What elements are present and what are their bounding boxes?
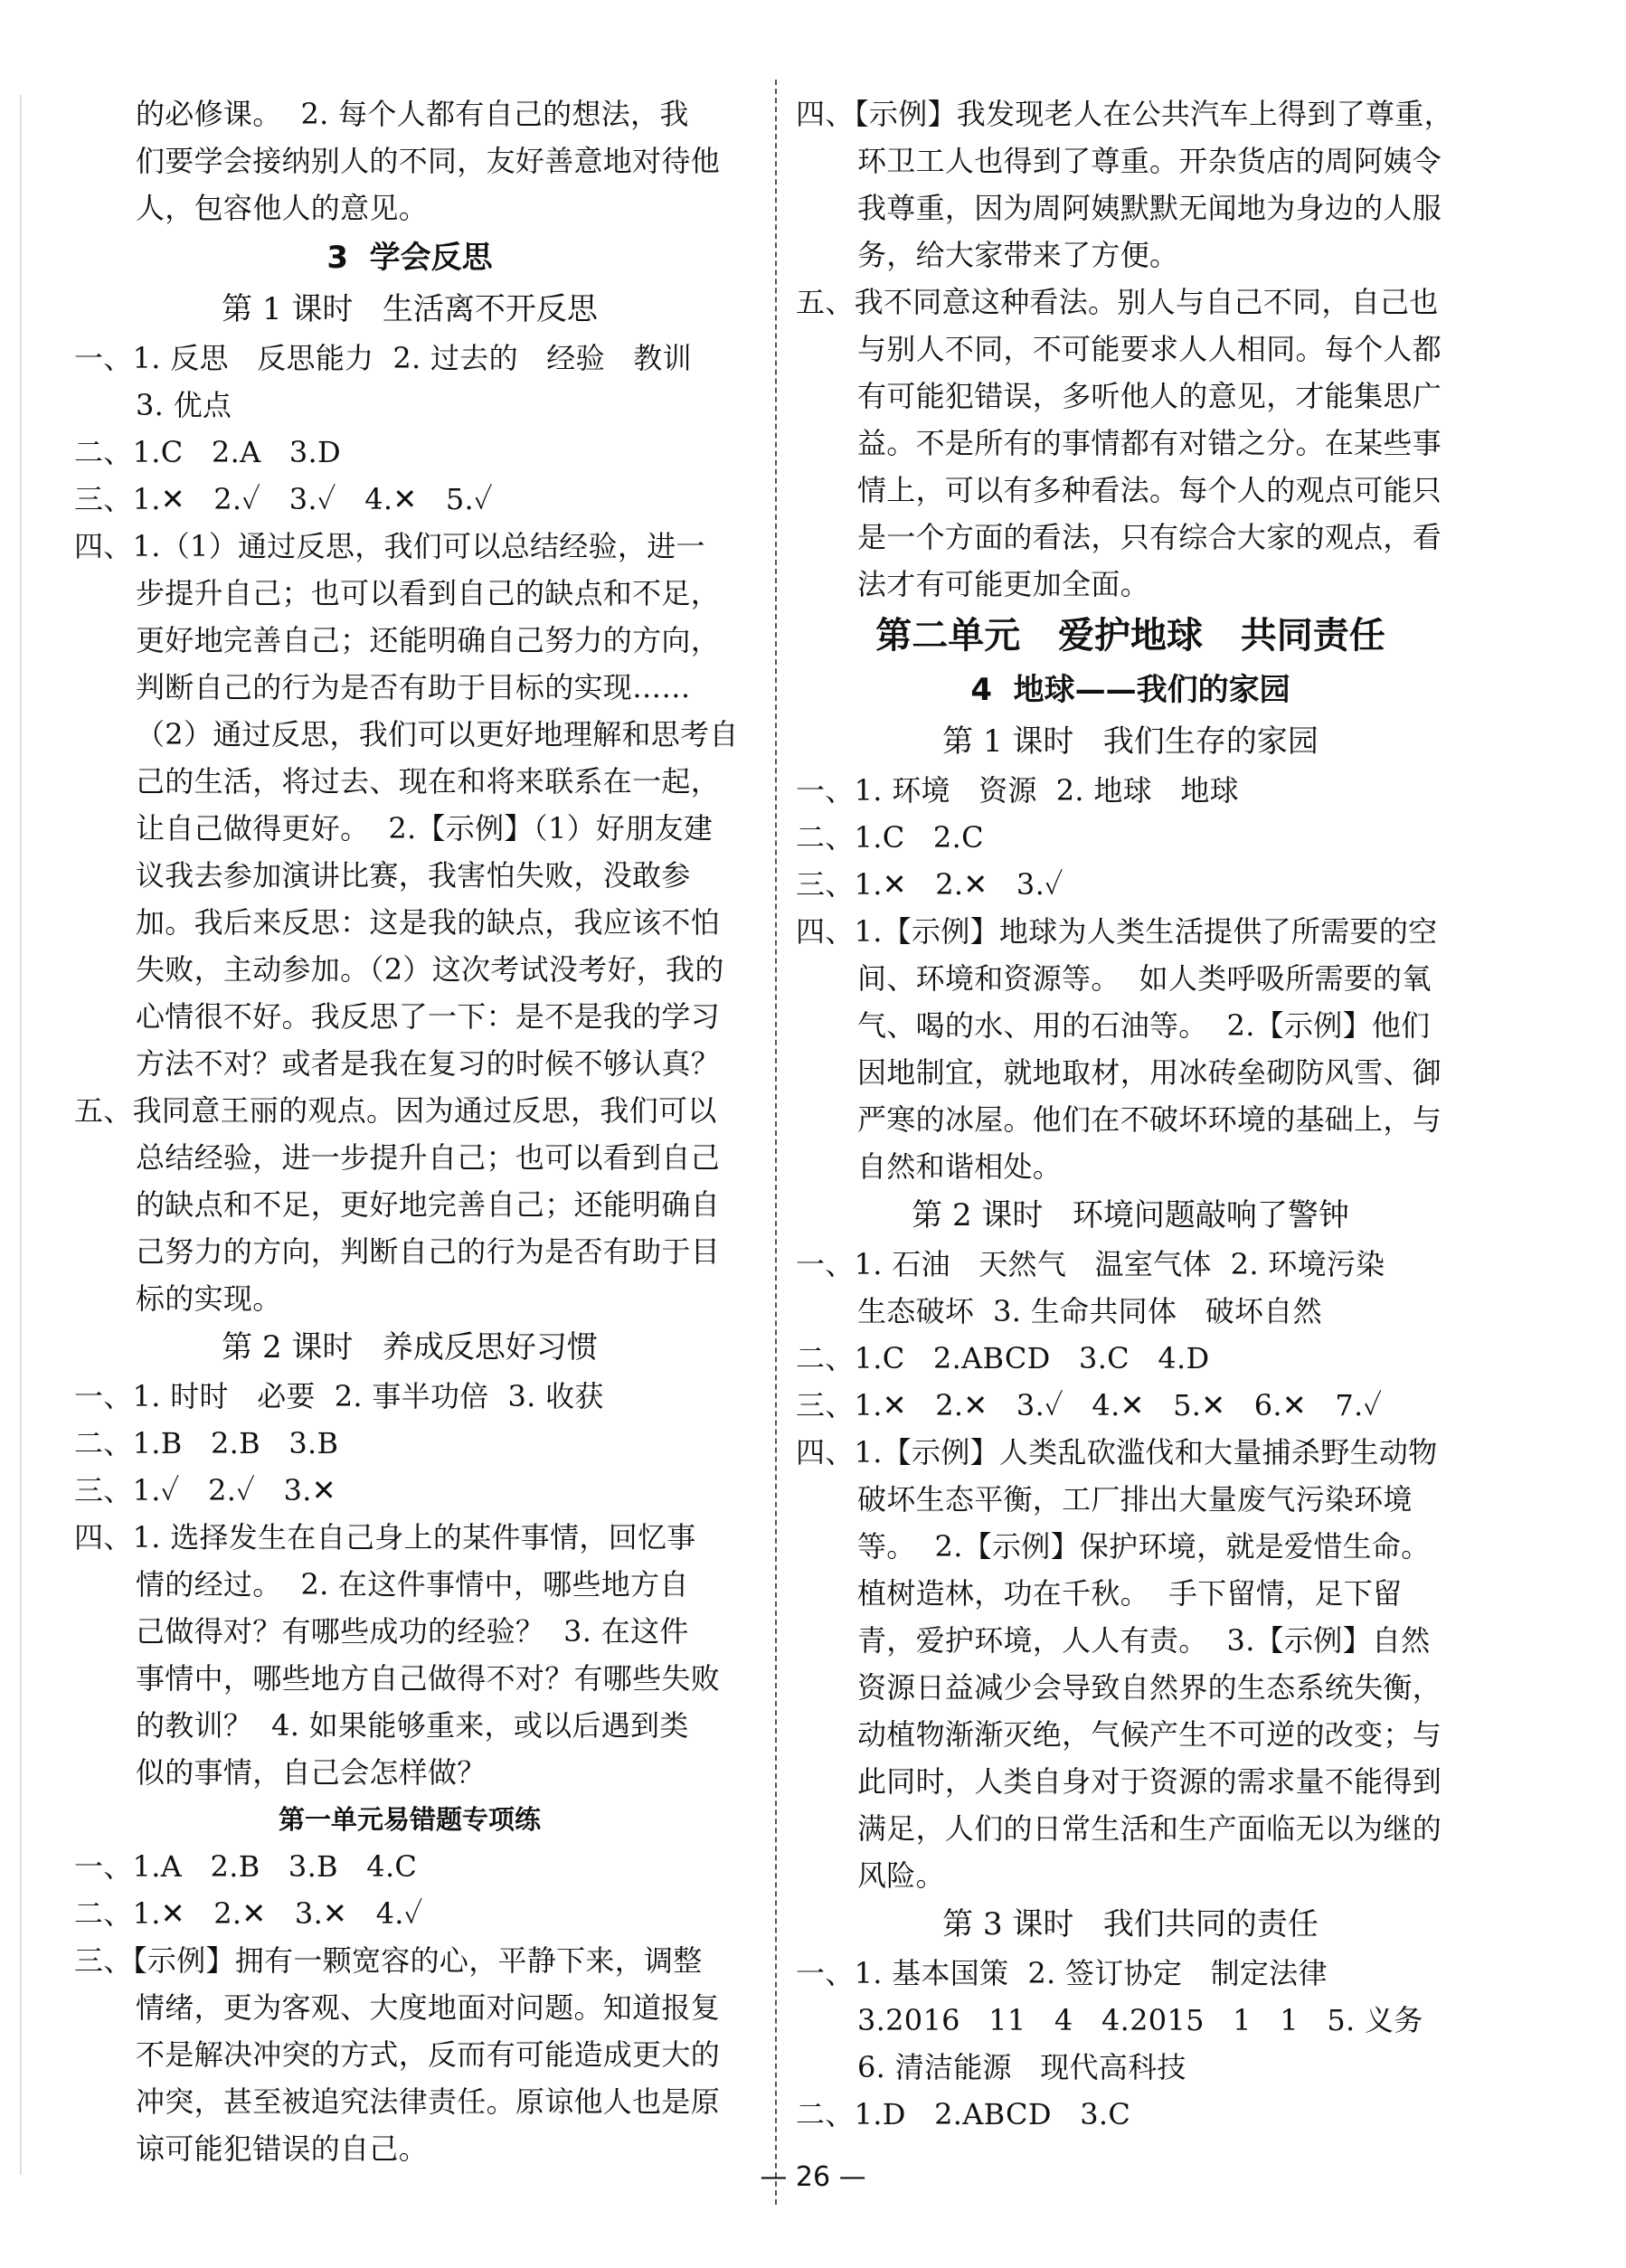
text-line: 加。我后来反思：这是我的缺点，我应该不怕 [136,905,721,940]
text-line: 间、环境和资源等。 如人类呼吸所需要的氧 [857,961,1432,996]
text-line: 四、1. 选择发生在自己身上的某件事情，回忆事 [74,1520,696,1555]
text-line: 冲突，甚至被追究法律责任。原谅他人也是原 [136,2084,721,2119]
text-line: 破坏生态平衡，工厂排出大量废气污染环境 [857,1482,1413,1517]
text-line: 环卫工人也得到了尊重。开杂货店的周阿姨令 [857,144,1442,178]
text-line: 资源日益减少会导致自然界的生态系统失衡， [857,1670,1442,1705]
text-line: 二、1.B 2.B 3.B [74,1426,339,1460]
lesson-title: 第 3 课时 我们共同的责任 [942,1906,1319,1942]
text-line: 让自己做得更好。 2.【示例】（1）好朋友建 [136,811,714,846]
text-line: 三、1.✕ 2.✕ 3.✓ 4.✕ 5.✕ 6.✕ 7.✓ [796,1388,1383,1422]
text-line: 四、【示例】我发现老人在公共汽车上得到了尊重， [796,97,1453,131]
text-line: 判断自己的行为是否有助于目标的实现…… [136,670,691,704]
text-line: 动植物渐渐灭绝，气候产生不可逆的改变；与 [857,1717,1442,1752]
text-line: 三、1.✕ 2.✕ 3.✓ [796,867,1064,902]
text-line: 的缺点和不足，更好地完善自己；还能明确自 [136,1187,721,1222]
text-line: 二、1.D 2.ABCD 3.C [796,2097,1131,2131]
page-number: — 26 — [760,2161,866,2193]
text-line: 法才有可能更加全面。 [857,567,1150,601]
text-line: 二、1.C 2.C [796,820,984,855]
special-practice-title: 第一单元易错题专项练 [278,1804,541,1835]
text-line: 情上，可以有多种看法。每个人的观点可能只 [857,473,1442,507]
text-line: 我尊重，因为周阿姨默默无闻地为身边的人服 [857,191,1442,225]
text-line: 们要学会接纳别人的不同，友好善意地对待他 [136,144,721,178]
text-line: 二、1.C 2.ABCD 3.C 4.D [796,1341,1210,1375]
text-line: 风险。 [857,1858,945,1893]
text-line: 方法不对？或者是我在复习的时候不够认真？ [136,1046,721,1081]
text-line: 四、1.（1）通过反思，我们可以总结经验，进一 [74,529,705,563]
text-line: 二、1.C 2.A 3.D [74,435,341,469]
text-line: 一、1. 石油 天然气 温室气体 2. 环境污染 [796,1247,1385,1281]
text-line: 情的经过。 2. 在这件事情中，哪些地方自 [136,1567,689,1602]
text-line: 失败，主动参加。（2）这次考试没考好，我的 [136,952,724,987]
page-edge-line [20,95,22,2175]
unit-title: 第二单元 爱护地球 共同责任 [875,615,1385,657]
text-line: 一、1.A 2.B 3.B 4.C [74,1849,418,1884]
text-line: 三、1.✓ 2.✓ 3.✕ [74,1473,336,1507]
text-line: （2）通过反思，我们可以更好地理解和思考自 [136,717,739,751]
text-line: 气、喝的水、用的石油等。 2.【示例】他们 [857,1008,1431,1043]
text-line: 严寒的冰屋。他们在不破坏环境的基础上，与 [857,1102,1442,1137]
text-line: 标的实现。 [136,1281,282,1316]
text-line: 的必修课。 2. 每个人都有自己的想法，我 [136,97,689,131]
text-line: 情绪，更为客观、大度地面对问题。知道报复 [136,1990,721,2025]
text-line: 植树造林，功在千秋。 手下留情，足下留 [857,1576,1403,1611]
text-line: 是一个方面的看法，只有综合大家的观点，看 [857,520,1442,554]
text-line: 一、1. 环境 资源 2. 地球 地球 [796,773,1239,808]
text-line: 更好地完善自己；还能明确自己努力的方向， [136,623,721,657]
text-line: 似的事情，自己会怎样做？ [136,1755,487,1790]
text-line: 二、1.✕ 2.✕ 3.✕ 4.✓ [74,1896,423,1931]
text-line: 此同时，人类自身对于资源的需求量不能得到 [857,1764,1442,1799]
text-line: 三、1.✕ 2.✓ 3.✓ 4.✕ 5.✓ [74,482,493,516]
section-title: 3 学会反思 [326,240,493,276]
text-line: 有可能犯错误，多听他人的意见，才能集思广 [857,379,1442,413]
text-line: 己努力的方向，判断自己的行为是否有助于目 [136,1234,721,1269]
text-line: 谅可能犯错误的自己。 [136,2131,429,2166]
text-line: 四、1.【示例】人类乱砍滥伐和大量捕杀野生动物 [796,1435,1438,1469]
text-line: 三、【示例】拥有一颗宽容的心，平静下来，调整 [74,1943,703,1978]
text-line: 等。 2.【示例】保护环境，就是爱惜生命。 [857,1529,1431,1564]
right-column [796,90,1465,2138]
text-line: 总结经验，进一步提升自己；也可以看到自己 [136,1140,721,1175]
text-line: 五、我不同意这种看法。别人与自己不同，自己也 [796,285,1439,319]
text-line: 自然和谐相处。 [857,1149,1063,1184]
text-line: 己的生活，将过去、现在和将来联系在一起， [136,764,721,799]
text-line: 6. 清洁能源 现代高科技 [857,2050,1186,2084]
text-line: 己做得对？有哪些成功的经验？ 3. 在这件 [136,1614,689,1649]
lesson-title: 第 1 课时 我们生存的家园 [942,723,1319,760]
text-line: 不是解决冲突的方式，反而有可能造成更大的 [136,2037,721,2072]
text-line: 3. 优点 [136,388,232,422]
text-line: 生态破坏 3. 生命共同体 破坏自然 [857,1294,1322,1328]
text-line: 一、1. 基本国策 2. 签订协定 制定法律 [796,1956,1328,1990]
left-column [74,90,745,2172]
lesson-title: 第 1 课时 生活离不开反思 [222,291,598,327]
text-line: 因地制宜，就地取材，用冰砖垒砌防风雪、御 [857,1055,1442,1090]
text-line: 四、1.【示例】地球为人类生活提供了所需要的空 [796,914,1438,949]
lesson-title: 第 2 课时 环境问题敲响了警钟 [912,1197,1349,1233]
text-line: 益。不是所有的事情都有对错之分。在某些事 [857,426,1442,460]
text-line: 满足，人们的日常生活和生产面临无以为继的 [857,1811,1442,1846]
text-line: 五、我同意王丽的观点。因为通过反思，我们可以 [74,1093,717,1128]
column-divider [775,80,777,2205]
text-line: 人，包容他人的意见。 [136,191,429,225]
lesson-title: 第 2 课时 养成反思好习惯 [222,1329,598,1366]
text-line: 的教训？ 4. 如果能够重来，或以后遇到类 [136,1708,689,1743]
text-line: 心情很不好。我反思了一下：是不是我的学习 [136,999,721,1034]
text-line: 与别人不同，不可能要求人人相同。每个人都 [857,332,1442,366]
text-line: 3.2016 11 4 4.2015 1 1 5. 义务 [857,2003,1423,2037]
section-title: 4 地球——我们的家园 [970,672,1290,708]
text-line: 青，爱护环境，人人有责。 3.【示例】自然 [857,1623,1431,1658]
text-line: 步提升自己；也可以看到自己的缺点和不足， [136,576,721,610]
text-line: 事情中，哪些地方自己做得不对？有哪些失败 [136,1661,721,1696]
text-line: 议我去参加演讲比赛，我害怕失败，没敢参 [136,858,691,893]
text-line: 务，给大家带来了方便。 [857,238,1179,272]
text-line: 一、1. 反思 反思能力 2. 过去的 经验 教训 [74,341,692,375]
text-line: 一、1. 时时 必要 2. 事半功倍 3. 收获 [74,1379,604,1413]
